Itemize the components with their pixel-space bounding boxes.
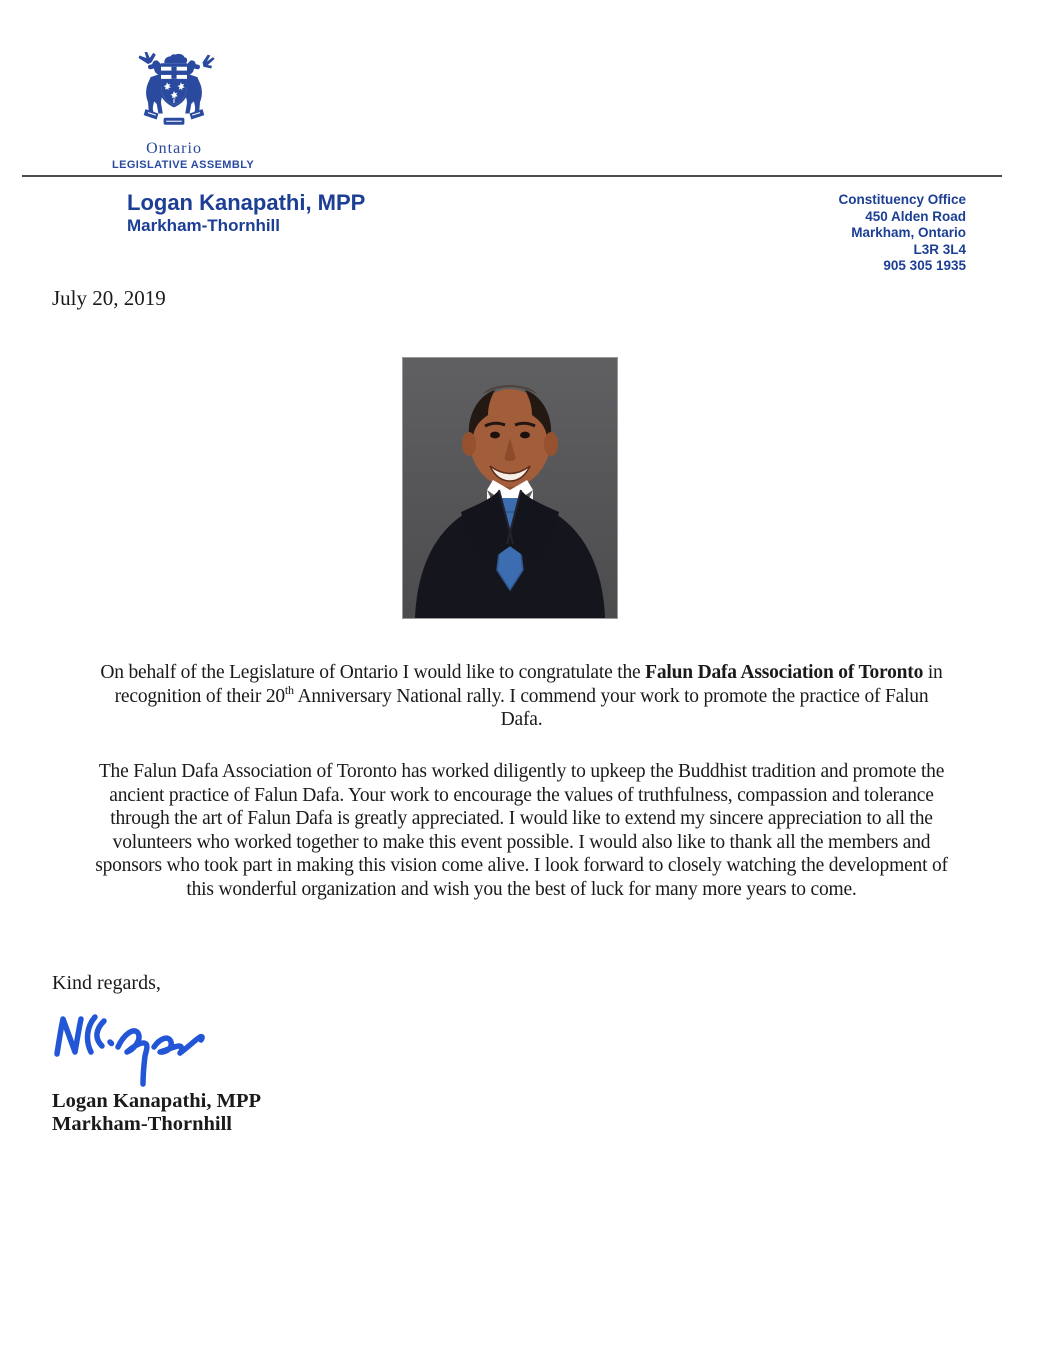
office-postal-code: L3R 3L4 <box>913 241 966 257</box>
signer-riding: Markham-Thornhill <box>52 1113 232 1135</box>
mpp-name: Logan Kanapathi, MPP <box>127 190 366 215</box>
letter-closing: Kind regards, <box>52 972 161 994</box>
office-phone: 905 305 1935 <box>883 258 966 273</box>
logo-caption: LEGISLATIVE ASSEMBLY <box>112 159 255 171</box>
signer-block <box>52 1090 261 1136</box>
header-divider <box>22 175 1002 177</box>
mpp-header-block <box>127 190 365 236</box>
signer-name: Logan Kanapathi, MPP <box>52 1090 262 1112</box>
logo-org-name: Ontario <box>146 140 202 157</box>
letter-date: July 20, 2019 <box>52 286 166 310</box>
ontario-coat-of-arms-icon <box>122 52 226 142</box>
letter-paragraph-1: On behalf of the Legislature of Ontario I would like to congratulate the Falun Dafa Association of Toronto in recognition of their 20 th Anniversary National rally. I commend your work to promote the practice of Falun Dafa. <box>100 662 943 730</box>
mpp-riding: Markham-Thornhill <box>127 216 281 235</box>
portrait-photo <box>403 358 617 618</box>
legislative-assembly-logo <box>112 52 255 171</box>
office-address-line2: Markham, Ontario <box>851 225 966 240</box>
office-address-line1: 450 Alden Road <box>865 208 966 224</box>
signature <box>50 1002 225 1090</box>
constituency-office-block <box>838 192 966 275</box>
letter-paragraph-2: The Falun Dafa Association of Toronto has worked diligently to upkeep the Buddhist tradition and promote the ancient practice of Falun Dafa. Your work to encourage the values of truthfulness, compassion and tolerance through the art of Falun Dafa is greatly appreciated. I would like to extend my sincere appreciation to all the volunteers who worked together to make this event possible. I would also like to thank all the members and sponsors who took part in making this vision come alive. I look forward to closely watching the development of this wonderful organization and wish you the best of luck for many more years to come. <box>95 761 948 900</box>
office-title: Constituency Office <box>838 192 966 207</box>
